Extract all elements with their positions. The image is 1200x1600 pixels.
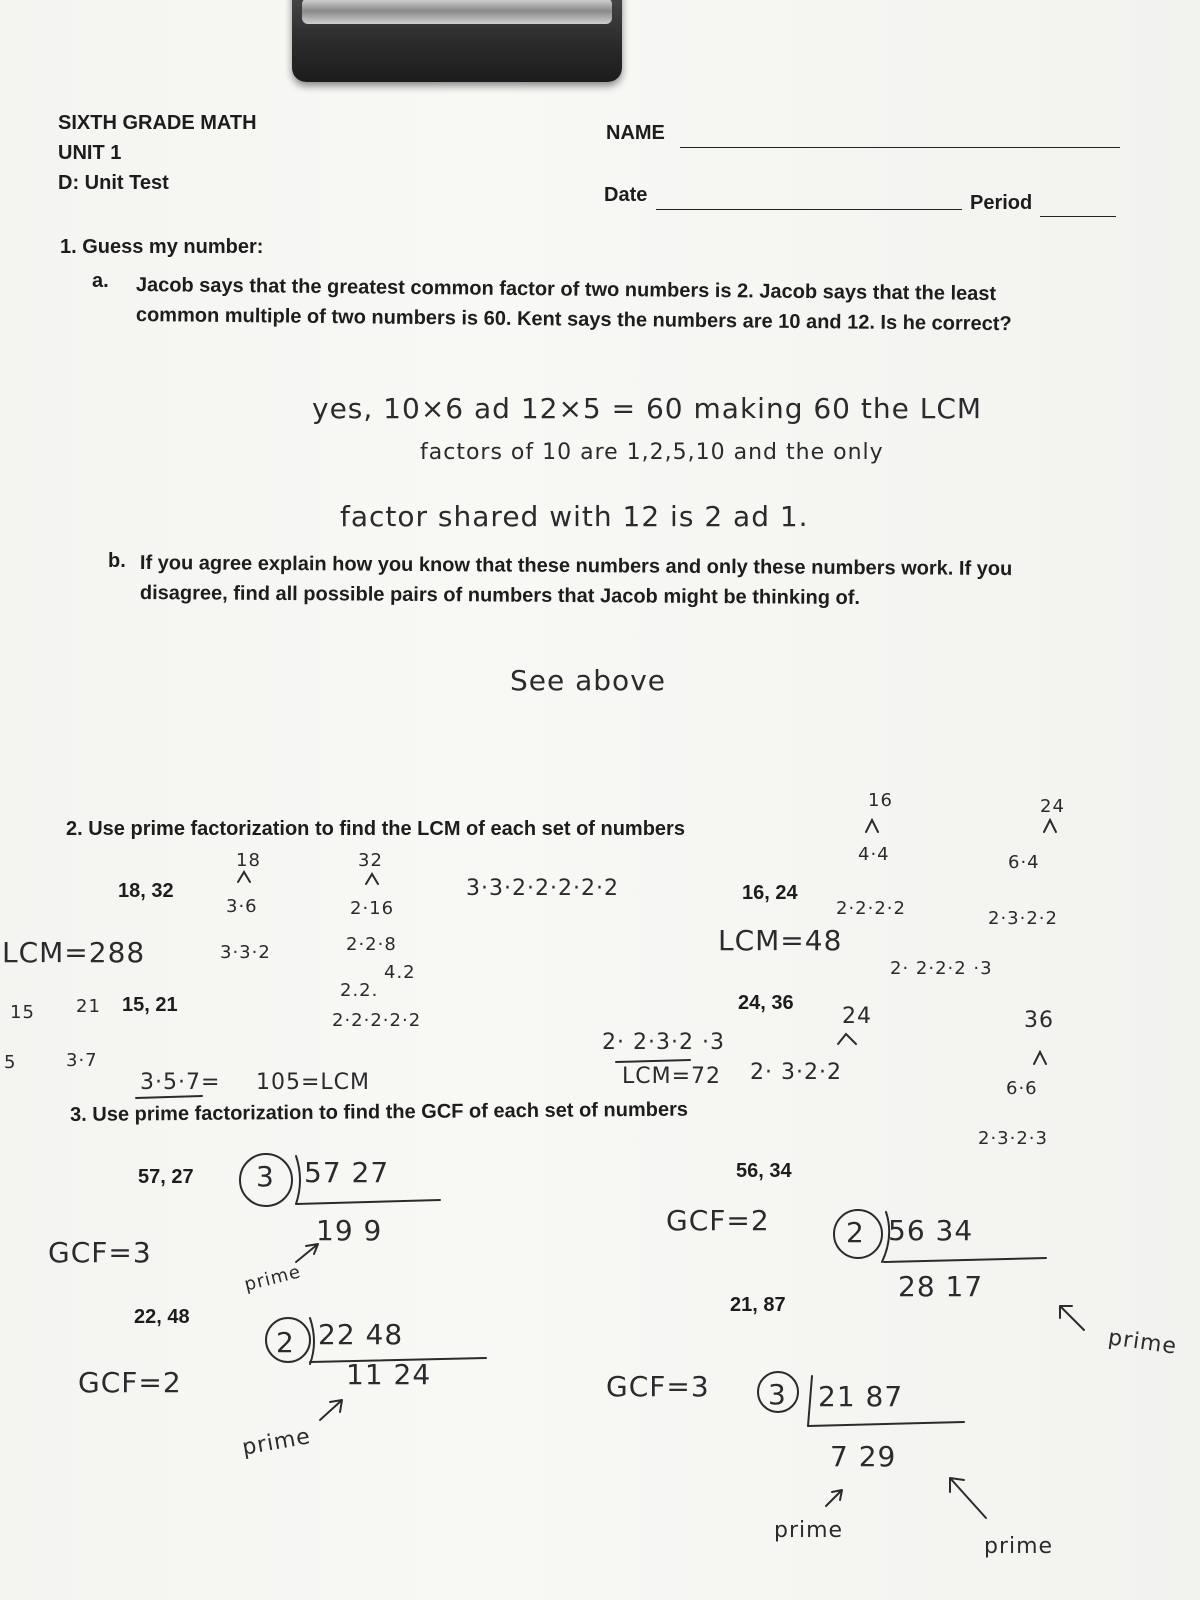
q2p2-tree-branch-24 <box>1044 820 1056 832</box>
q1a-line1: Jacob says that the greatest common factor of two numbers is 2. Jacob says that the least <box>135 274 997 306</box>
q1a-line2: common multiple of two numbers is 60. Kent says the numbers are 10 and 12. Is he correct? <box>135 304 1012 336</box>
q3p1-division-line <box>296 1200 440 1204</box>
q2p2-work-24: 24 <box>1040 796 1065 817</box>
answer-b: See above <box>510 664 666 697</box>
q2p4-tree-branch-24 <box>838 1034 856 1044</box>
q3p2-division-line <box>884 1258 1046 1262</box>
q2p1-work-18: 18 <box>236 850 261 871</box>
answer-a-line2: factors of 10 are 1,2,5,10 and the only <box>420 440 884 465</box>
q2p1-work-2x2x8: 2·2·8 <box>346 934 397 955</box>
section-label: D: Unit Test <box>58 172 169 194</box>
q2p1-work-2x2x2x2x2: 2·2·2·2·2 <box>332 1010 422 1031</box>
q2p2-work-6x4: 6·4 <box>1008 852 1040 873</box>
q2p4-work-6x6: 6·6 <box>1006 1078 1038 1099</box>
q1b-line1: If you agree explain how you know that these numbers and only these numbers work. If you <box>139 552 1013 581</box>
q2p1-work-3x6: 3·6 <box>226 896 258 917</box>
unit-label: UNIT 1 <box>58 142 122 164</box>
q2p2-work-2x2x2x2: 2·2·2·2 <box>836 898 906 919</box>
q3p2-prime-arrow <box>1060 1306 1084 1330</box>
q2p2-tree-branch-16 <box>866 820 878 832</box>
q3-pair-4: 21, 87 <box>730 1294 786 1316</box>
q2p4-work-shared: 2· 3·2·2 <box>750 1060 842 1085</box>
q3p3-division-line <box>310 1358 486 1362</box>
q3p3-divisor: 2 <box>276 1326 295 1359</box>
q2p4-work-factors-24: 2· 2·3·2 ·3 <box>602 1030 725 1055</box>
q3p4-division-line <box>808 1422 964 1426</box>
q3p3-note: prime <box>240 1424 313 1461</box>
q2p1-tree-branch-32 <box>366 874 378 884</box>
q3p2-division-bracket <box>882 1212 889 1262</box>
q2p1-answer: LCM=288 <box>2 936 146 969</box>
q2-pair-4: 24, 36 <box>738 992 794 1014</box>
q2p3-underline <box>136 1096 202 1098</box>
q2p3-answer: 105=LCM <box>256 1070 371 1095</box>
period-label: Period <box>970 192 1033 214</box>
q2p1-work-2x16: 2·16 <box>350 898 395 919</box>
q1b-line2: disagree, find all possible pairs of numbers that Jacob might be thinking of. <box>139 582 861 610</box>
q2p4-underline <box>616 1060 690 1062</box>
q2p4-answer: LCM=72 <box>622 1064 722 1089</box>
q1b-marker: b. <box>108 550 126 572</box>
q3p2-divisor: 2 <box>846 1216 865 1249</box>
q3-pair-3: 22, 48 <box>134 1306 190 1328</box>
q1-title: 1. Guess my number: <box>60 236 264 258</box>
q2p4-tree-branch-36 <box>1034 1052 1046 1064</box>
q3p4-bottom: 7 29 <box>830 1440 897 1473</box>
q2p1-work-4x2: 4.2 <box>384 962 416 983</box>
q3p1-top: 57 27 <box>304 1156 390 1189</box>
q3p1-bottom: 19 9 <box>316 1214 383 1247</box>
q2p2-work-2x3x2x2: 2·3·2·2 <box>988 908 1058 929</box>
q3p2-divisor-circle <box>834 1210 882 1258</box>
name-label: NAME <box>606 122 665 144</box>
q2p4-work-24: 24 <box>842 1004 872 1029</box>
q2p3-work-15: 15 <box>10 1002 35 1023</box>
q3p4-divisor: 3 <box>768 1378 787 1411</box>
answer-a-line3: factor shared with 12 is 2 ad 1. <box>340 500 809 533</box>
q2-pair-1: 18, 32 <box>118 880 174 902</box>
q3p1-division-bracket <box>296 1156 300 1204</box>
q3-title: 3. Use prime factorization to find the GCF of each set of numbers <box>70 1098 689 1126</box>
q3p4-prime-arrow-left <box>826 1490 842 1506</box>
q2p1-work-2x2: 2.2. <box>340 980 379 1001</box>
q1a-marker: a. <box>92 270 109 292</box>
q3p1-prime-arrow <box>296 1244 318 1262</box>
q2-pair-3: 15, 21 <box>122 994 178 1016</box>
q2p1-tree-branch-18 <box>238 872 250 882</box>
q2p3-work-5: 5 <box>4 1052 17 1073</box>
course-title: SIXTH GRADE MATH <box>58 112 257 134</box>
q3p4-prime-arrow-right <box>950 1478 986 1518</box>
q3p4-top: 21 87 <box>818 1380 904 1413</box>
q3p4-division-bracket <box>808 1376 812 1426</box>
q3-pair-2: 56, 34 <box>736 1160 792 1182</box>
q2p1-work-combined: 3·3·2·2·2·2·2 <box>466 876 619 901</box>
q2p3-work-3x7: 3·7 <box>66 1050 98 1071</box>
q2p2-work-16: 16 <box>868 790 893 811</box>
q2-pair-2: 16, 24 <box>742 882 798 904</box>
q3p1-divisor: 3 <box>256 1160 275 1193</box>
q3p3-bottom: 11 24 <box>346 1358 432 1391</box>
q2p2-work-4x4: 4·4 <box>858 844 890 865</box>
q3p3-answer: GCF=2 <box>78 1366 182 1399</box>
q3p3-top: 22 48 <box>318 1318 404 1351</box>
q3p1-note: prime <box>242 1261 304 1296</box>
q2p4-work-36: 36 <box>1024 1008 1054 1033</box>
q3p4-note-left: prime <box>774 1518 844 1543</box>
q2p3-work-3x5x7: 3·5·7= <box>140 1070 221 1095</box>
q2p4-work-2x3x2x3: 2·3·2·3 <box>978 1128 1048 1149</box>
q2p3-work-21: 21 <box>76 996 101 1017</box>
q2p1-work-3x3x2: 3·3·2 <box>220 942 271 963</box>
q3p4-divisor-circle <box>758 1372 798 1412</box>
answer-a-line1: yes, 10×6 ad 12×5 = 60 making 60 the LCM <box>312 392 983 425</box>
q3p1-answer: GCF=3 <box>48 1236 152 1269</box>
q3p2-note: prime <box>1106 1325 1179 1360</box>
q3-pair-1: 57, 27 <box>138 1166 194 1188</box>
q3p3-prime-arrow <box>320 1400 342 1420</box>
q3p3-divisor-circle <box>266 1318 310 1362</box>
q2-title: 2. Use prime factorization to find the LCM of each set of numbers <box>66 818 685 840</box>
q2p2-answer: LCM=48 <box>718 924 843 957</box>
q2p2-work-combined: 2· 2·2·2 ·3 <box>890 958 993 979</box>
q3p4-answer: GCF=3 <box>606 1370 710 1403</box>
q3p2-answer: GCF=2 <box>666 1204 770 1237</box>
q3p2-top: 56 34 <box>888 1214 974 1247</box>
q3p1-divisor-circle <box>240 1154 292 1206</box>
q3p4-note-right: prime <box>984 1534 1054 1559</box>
date-label: Date <box>604 184 648 206</box>
q2p1-work-32: 32 <box>358 850 383 871</box>
q3p2-bottom: 28 17 <box>898 1270 984 1303</box>
